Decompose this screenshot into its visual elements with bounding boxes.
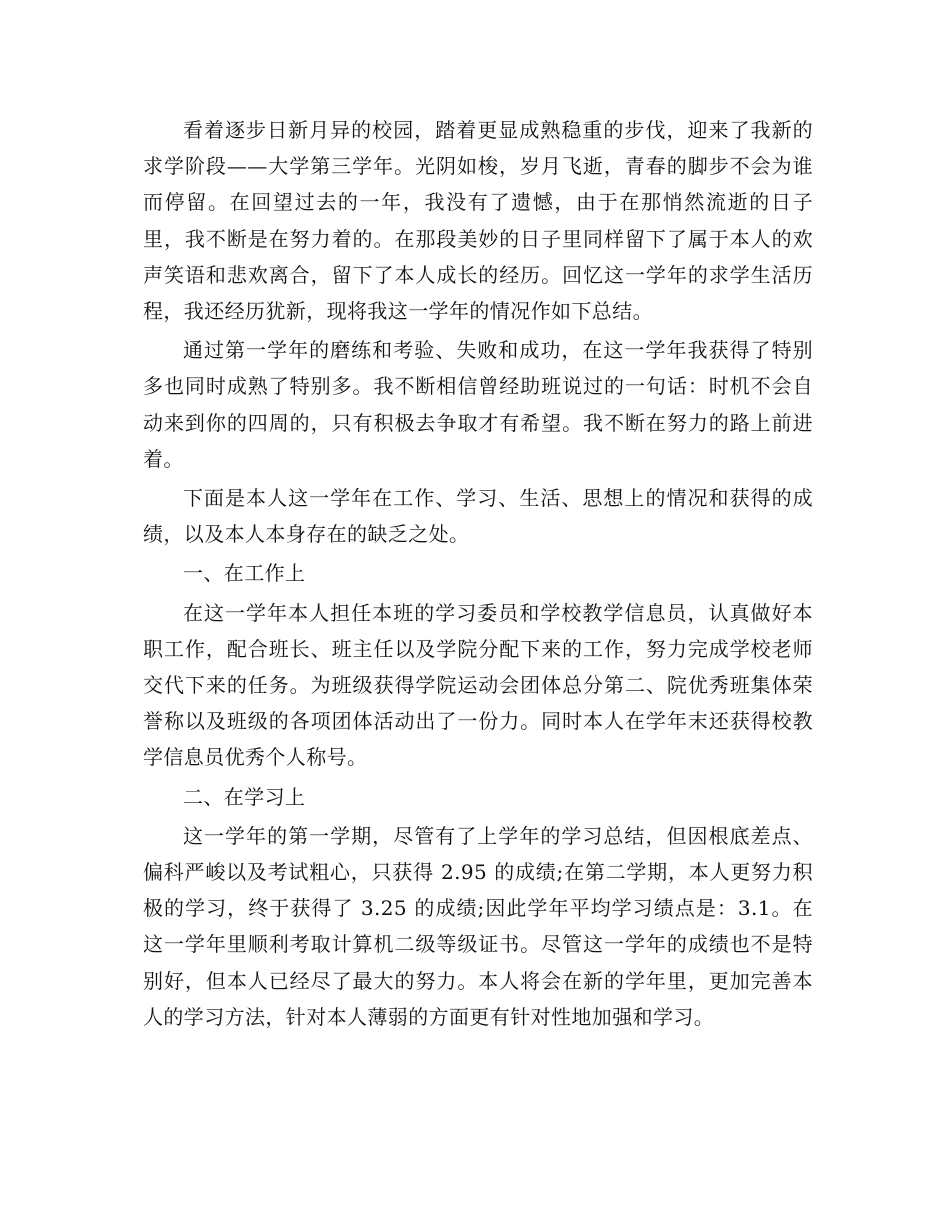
section-heading-work: 一、在工作上 bbox=[183, 561, 306, 586]
section-heading-study: 二、在学习上 bbox=[183, 784, 306, 809]
paragraph-overview: 下面是本人这一学年在工作、学习、生活、思想上的情况和获得的成绩，以及本人本身存在的缺乏之处。 bbox=[143, 486, 813, 547]
document-body bbox=[143, 112, 813, 1038]
paragraph-experience: 通过第一学年的磨练和考验、失败和成功，在这一学年我获得了特别多也同时成熟了特别多。我不断相信曾经助班说过的一句话：时机不会自动来到你的四周的，只有积极去争取才有希望。我不断在努力的路上前进着。 bbox=[143, 338, 813, 471]
paragraph-study: 这一学年的第一学期，尽管有了上学年的学习总结，但因根底差点、偏科严峻以及考试粗心，只获得 2.95 的成绩;在第二学期，本人更努力积极的学习，终于获得了 3.25 的成绩;因此学年平均学习绩点是：3.1。在这一学年里顺利考取计算机二级等级证书。尽管这一学年的成绩也不是特别好，但本人已经尽了最大的努力。本人将会在新的学年里，更加完善本人的学习方法，针对本人薄弱的方面更有针对性地加强和学习。 bbox=[143, 823, 813, 1029]
paragraph-work: 在这一学年本人担任本班的学习委员和学校教学信息员，认真做好本职工作，配合班长、班主任以及学院分配下来的工作，努力完成学校老师交代下来的任务。为班级获得学院运动会团体总分第二、院优秀班集体荣誉称以及班级的各项团体活动出了一份力。同时本人在学年末还获得校教学信息员优秀个人称号。 bbox=[143, 600, 813, 770]
paragraph-intro: 看着逐步日新月异的校园，踏着更显成熟稳重的步伐，迎来了我新的求学阶段——大学第三学年。光阴如梭，岁月飞逝，青春的脚步不会为谁而停留。在回望过去的一年，我没有了遗憾，由于在那悄然流逝的日子里，我不断是在努力着的。在那段美妙的日子里同样留下了属于本人的欢声笑语和悲欢离合，留下了本人成长的经历。回忆这一学年的求学生活历程，我还经历犹新，现将我这一学年的情况作如下总结。 bbox=[143, 118, 813, 324]
